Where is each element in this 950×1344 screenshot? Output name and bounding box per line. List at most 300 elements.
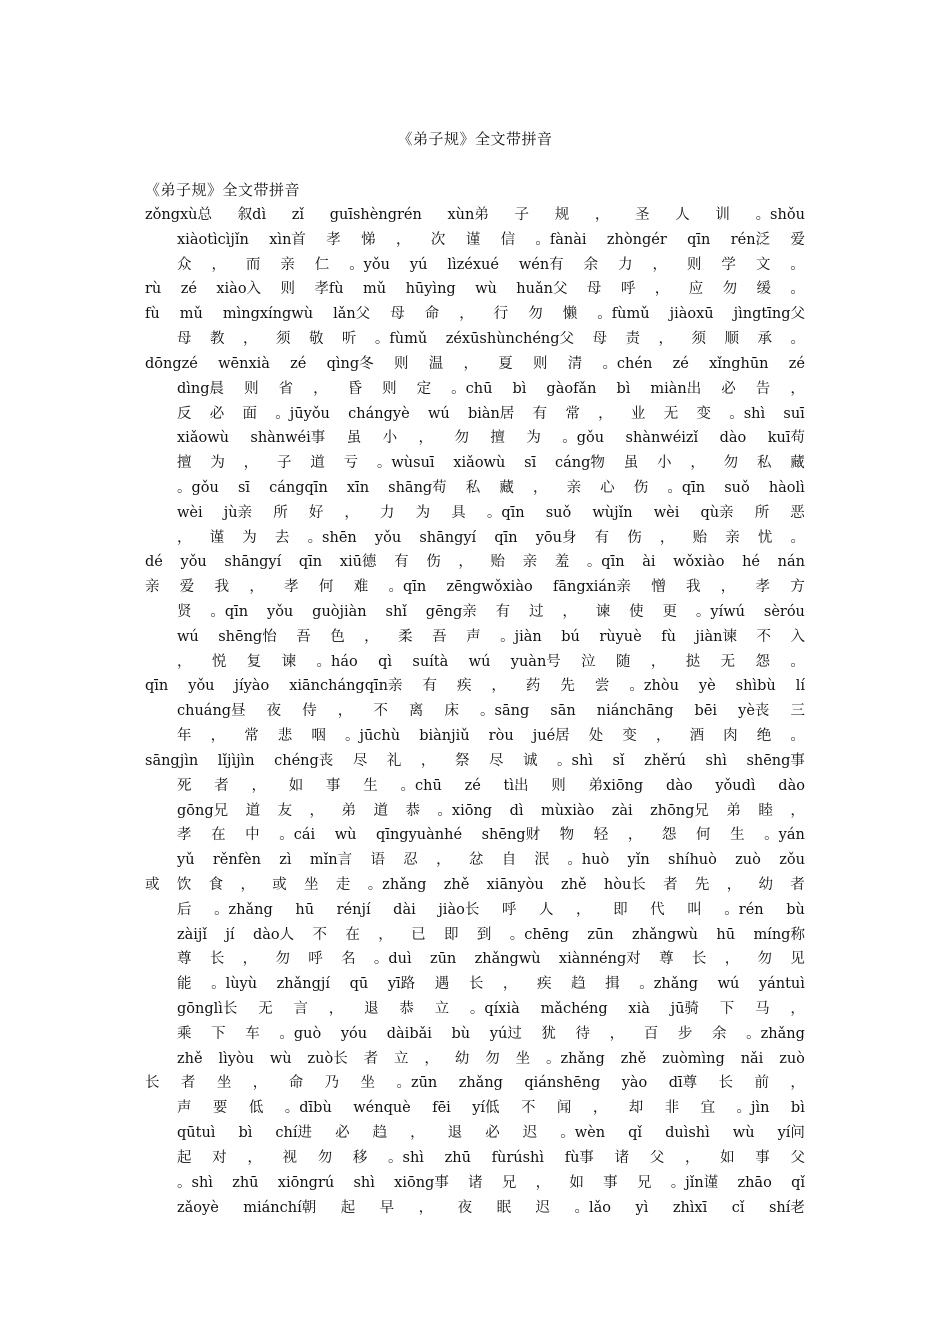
- text-token: 下: [719, 1001, 735, 1017]
- text-token: gàofǎn: [546, 380, 597, 397]
- text-token: 移: [352, 1149, 368, 1166]
- text-token: 爱: [790, 231, 805, 248]
- text-token: xiǎowù: [177, 430, 229, 447]
- text-token: 。zhǎng: [746, 1025, 805, 1042]
- text-token: zéxūshùnchéng父: [445, 331, 575, 348]
- text-token: yǐn: [627, 852, 650, 869]
- text-token: 子: [276, 455, 292, 472]
- text-token: 步: [677, 1025, 693, 1042]
- text-token: zài: [611, 802, 633, 819]
- text-token: ，: [177, 653, 192, 670]
- text-token: qīn: [145, 678, 169, 695]
- text-token: 母: [177, 331, 192, 348]
- text-token: zàijǐ: [177, 926, 208, 943]
- text-token: ，: [211, 256, 226, 273]
- text-token: 子: [514, 207, 530, 223]
- text-token: mǔ: [179, 306, 203, 323]
- text-token: 轻: [593, 827, 609, 844]
- text-token: bù: [786, 901, 805, 918]
- text-token: jiàn谏: [695, 628, 738, 645]
- text-token: 私: [465, 479, 481, 496]
- text-token: ，: [395, 231, 411, 248]
- text-token: 名: [341, 951, 356, 968]
- text-line: [145, 1022, 805, 1047]
- text-token: 反: [177, 405, 192, 422]
- text-token: 须: [691, 331, 706, 348]
- text-token: 呼: [620, 281, 636, 298]
- text-token: rù: [145, 281, 162, 298]
- text-token: 道: [310, 455, 325, 472]
- text-token: 先: [694, 876, 710, 893]
- text-token: 迟: [535, 1199, 551, 1216]
- text-token: 方: [790, 579, 805, 596]
- text-token: ，: [459, 306, 474, 323]
- text-token: 母: [592, 331, 608, 348]
- text-line: [145, 923, 805, 948]
- text-token: 。jǐn谨: [670, 1174, 719, 1191]
- text-token: 。chēng: [509, 926, 569, 943]
- text-token: 听: [341, 331, 357, 348]
- text-token: sān: [550, 703, 576, 720]
- text-token: 友: [277, 802, 293, 819]
- text-token: mìngxíngwù: [222, 306, 314, 323]
- text-token: qū: [349, 976, 369, 993]
- text-token: 。: [790, 256, 805, 273]
- text-token: 立: [434, 1001, 450, 1017]
- text-token: 车: [245, 1025, 260, 1042]
- text-token: shànwéi事: [250, 430, 326, 447]
- text-token: 长: [209, 951, 225, 968]
- text-token: qù亲: [700, 504, 734, 521]
- text-token: 语: [370, 852, 385, 869]
- text-token: 。zhòu: [629, 678, 679, 695]
- text-token: 。: [790, 529, 805, 546]
- text-token: rén泛: [730, 231, 771, 248]
- text-token: 。qīn: [586, 554, 625, 571]
- text-token: 如: [288, 777, 304, 794]
- text-line: [145, 848, 805, 873]
- text-token: wú: [717, 976, 740, 993]
- text-token: tì出: [503, 777, 529, 794]
- text-token: 勿: [485, 1050, 500, 1067]
- text-token: 待: [575, 1025, 591, 1042]
- text-token: 须: [275, 331, 291, 348]
- text-token: 者: [663, 876, 678, 893]
- text-token: 饮: [176, 876, 192, 893]
- text-token: 仁: [314, 256, 330, 273]
- text-token: 勿: [723, 455, 739, 472]
- text-token: 坐: [304, 876, 319, 893]
- text-token: 坐: [360, 1075, 376, 1092]
- text-token: xìn首: [269, 231, 306, 248]
- text-token: dìng晨: [177, 380, 225, 397]
- text-token: 。jūyǒu: [275, 405, 330, 422]
- text-token: 到: [476, 926, 492, 943]
- text-token: yí低: [472, 1100, 500, 1117]
- text-token: lǎn父: [333, 306, 371, 323]
- text-token: bì: [238, 1125, 253, 1142]
- text-token: 。qīn: [210, 604, 249, 620]
- text-token: 藏: [790, 455, 805, 472]
- text-token: xià: [628, 1001, 650, 1017]
- text-token: 。wùsuī: [376, 455, 435, 472]
- text-token: 恭: [399, 1001, 414, 1017]
- text-token: 则: [280, 281, 295, 298]
- text-token: 小: [382, 430, 398, 447]
- text-token: qǐ: [791, 1174, 805, 1191]
- text-token: 事: [326, 777, 341, 794]
- text-token: 必: [485, 1125, 500, 1142]
- text-token: 。qíxià: [469, 1001, 520, 1017]
- text-token: 走: [335, 876, 351, 893]
- text-token: 。shì: [729, 405, 766, 422]
- text-token: wù: [334, 827, 357, 844]
- text-token: yǒu: [267, 604, 294, 620]
- text-token: 勿: [528, 306, 543, 323]
- text-token: ，: [609, 1025, 625, 1042]
- text-token: ，: [177, 529, 192, 546]
- text-token: dào人: [252, 926, 295, 943]
- text-token: suǒ: [724, 479, 750, 496]
- text-token: 者: [790, 876, 805, 893]
- text-token: yǒudì: [715, 777, 756, 794]
- text-token: chí进: [275, 1125, 313, 1142]
- text-token: 更: [662, 604, 678, 620]
- text-token: 道: [373, 802, 388, 819]
- text-token: 伤: [627, 529, 642, 546]
- text-token: míng称: [753, 926, 805, 943]
- text-token: 责: [625, 331, 641, 348]
- text-token: 孝: [177, 827, 192, 844]
- text-token: 众: [177, 256, 192, 273]
- text-token: qì: [378, 653, 393, 670]
- text-token: 藏: [499, 479, 514, 496]
- text-token: 。shì: [177, 1174, 213, 1191]
- text-token: 即: [444, 926, 459, 943]
- text-token: yǒu: [180, 554, 207, 571]
- text-token: 谏: [281, 653, 297, 670]
- text-token: 眠: [496, 1199, 512, 1216]
- text-token: 。qīn: [486, 504, 525, 521]
- text-token: ，: [658, 331, 673, 348]
- text-token: 幼: [758, 876, 774, 893]
- text-token: qǐ: [628, 1125, 643, 1142]
- text-token: 如: [569, 1174, 584, 1191]
- text-token: 信: [500, 231, 516, 248]
- text-token: bì: [616, 380, 631, 397]
- text-token: ，: [790, 1075, 805, 1092]
- text-token: ，: [592, 1100, 608, 1117]
- text-token: kuī苟: [767, 430, 805, 447]
- text-token: dài: [393, 901, 416, 918]
- text-line: [145, 1096, 805, 1121]
- text-token: shēng财: [481, 827, 541, 844]
- text-token: shìbù: [735, 678, 776, 695]
- text-token: 能: [177, 976, 192, 993]
- text-token: 肉: [723, 728, 738, 745]
- text-token: wèi: [653, 504, 680, 521]
- text-token: gōnglì长: [177, 1001, 238, 1017]
- text-token: 父: [649, 1149, 665, 1166]
- text-token: zhǎngwù: [632, 926, 698, 943]
- text-token: 或: [145, 876, 160, 893]
- text-token: 悲: [277, 728, 293, 745]
- text-token: 常: [244, 728, 259, 745]
- text-token: 已: [411, 926, 426, 943]
- text-token: 人: [538, 901, 554, 918]
- text-line: [145, 426, 805, 451]
- text-line: [145, 1171, 805, 1196]
- text-token: 尊: [177, 951, 192, 968]
- text-token: yī路: [387, 976, 416, 993]
- text-token: 绝: [756, 728, 772, 745]
- text-token: ，: [598, 405, 613, 422]
- text-token: 夜: [457, 1199, 473, 1216]
- text-token: ，: [424, 1050, 439, 1067]
- text-token: 事: [603, 1174, 618, 1191]
- text-token: 必: [209, 405, 225, 422]
- text-token: 无: [720, 653, 736, 670]
- text-token: 为: [526, 430, 541, 447]
- text-token: 视: [282, 1149, 298, 1166]
- text-token: 懒: [562, 306, 578, 323]
- text-token: 昏: [347, 380, 363, 397]
- text-token: wù: [475, 281, 497, 298]
- text-token: qīn: [298, 554, 323, 571]
- text-token: mùxiào: [540, 802, 595, 819]
- text-token: bì: [512, 380, 527, 397]
- text-token: 物: [559, 827, 575, 844]
- text-token: 兄: [636, 1174, 652, 1191]
- text-token: nǎi: [740, 1050, 764, 1067]
- text-token: lìzéxué: [447, 256, 499, 273]
- text-token: 生: [363, 777, 378, 794]
- text-token: 具: [451, 504, 466, 521]
- text-token: 者: [214, 777, 229, 794]
- text-token: 弟xiōng: [588, 777, 644, 794]
- text-token: 亲: [725, 529, 740, 546]
- text-token: 人: [675, 207, 690, 223]
- text-token: yántuì: [758, 976, 805, 993]
- text-token: zuò长: [307, 1050, 348, 1067]
- text-token: 清: [567, 355, 583, 372]
- text-token: zuò: [735, 852, 761, 869]
- text-token: shì: [705, 752, 727, 769]
- text-token: 母: [586, 281, 602, 298]
- text-token: 憎: [651, 579, 666, 596]
- text-token: gēng亲: [425, 604, 477, 620]
- text-token: 为: [415, 504, 431, 521]
- text-token: 对: [212, 1149, 227, 1166]
- text-token: 命: [288, 1075, 304, 1092]
- text-token: 宜: [700, 1100, 716, 1117]
- text-token: 亲: [522, 554, 538, 571]
- text-token: hū: [295, 901, 315, 918]
- text-token: yí问: [777, 1125, 805, 1142]
- text-token: jué居: [532, 728, 570, 745]
- text-token: yǒu: [188, 678, 215, 695]
- text-token: 疾: [456, 678, 472, 695]
- text-token: 教: [209, 331, 225, 348]
- text-token: 则: [244, 380, 259, 397]
- text-token: yú过: [489, 1025, 522, 1042]
- text-token: 。chū: [451, 380, 493, 397]
- text-token: duìshì: [665, 1125, 710, 1142]
- text-token: 。: [790, 728, 805, 745]
- text-token: 。chén: [602, 355, 653, 372]
- text-token: jí: [225, 926, 235, 943]
- text-token: 贻: [692, 529, 708, 546]
- text-token: 缓: [756, 281, 771, 298]
- text-token: 者: [180, 1075, 196, 1092]
- text-token: yōu身: [535, 529, 577, 546]
- text-token: 不: [520, 1100, 536, 1117]
- text-token: wén有: [518, 256, 564, 273]
- text-token: 呼: [308, 951, 323, 968]
- text-token: 夏: [498, 355, 513, 372]
- text-token: 勿: [722, 281, 738, 298]
- text-token: 爱: [179, 579, 195, 596]
- text-token: 挞: [685, 653, 701, 670]
- text-token: zhìxī: [672, 1199, 708, 1216]
- text-token: hūyìng: [405, 281, 456, 298]
- text-token: 勿: [757, 951, 772, 968]
- text-token: 疾: [537, 976, 552, 993]
- text-token: 孝fù: [314, 281, 344, 298]
- pinyin-text-body: [145, 203, 805, 1220]
- text-token: qīn: [494, 529, 518, 546]
- text-token: 亲: [145, 579, 160, 596]
- text-token: 弟: [726, 802, 741, 819]
- text-token: ，: [535, 1174, 551, 1191]
- text-token: sǐ: [612, 752, 625, 769]
- text-token: xīn: [346, 479, 370, 496]
- text-token: 代: [650, 901, 665, 918]
- text-token: rénjí: [336, 901, 371, 918]
- text-token: 羞: [554, 554, 570, 571]
- text-token: 泯: [534, 852, 549, 869]
- text-token: shíhuò: [668, 852, 717, 869]
- text-token: zé: [672, 355, 689, 372]
- text-token: 。: [790, 331, 805, 348]
- text-token: 私: [756, 455, 772, 472]
- text-token: bú: [561, 628, 580, 645]
- text-token: xiōng事: [394, 1174, 449, 1191]
- text-token: 孝: [755, 579, 771, 596]
- text-line: [145, 699, 805, 724]
- text-line: [145, 724, 805, 749]
- text-token: 尽: [352, 752, 368, 769]
- text-token: 父: [790, 1149, 805, 1166]
- text-token: 命: [424, 306, 440, 323]
- text-token: 。fùmǔ: [374, 331, 428, 348]
- text-token: ，: [562, 604, 577, 620]
- text-token: cáng物: [555, 455, 605, 472]
- text-token: yào: [621, 1075, 648, 1092]
- text-token: 。lùyù: [211, 976, 258, 993]
- text-token: 弟: [341, 802, 357, 819]
- text-token: sāngjìn: [145, 752, 199, 769]
- text-token: ，: [210, 728, 226, 745]
- text-token: 省: [278, 380, 294, 397]
- text-token: 趋: [571, 976, 586, 993]
- text-token: 低: [248, 1100, 264, 1117]
- text-token: 为: [242, 529, 257, 546]
- text-token: 生: [730, 827, 745, 844]
- text-token: 行: [493, 306, 509, 323]
- text-token: mǔ: [363, 281, 387, 298]
- text-token: 告: [755, 380, 771, 397]
- text-token: 。jūchù: [344, 728, 401, 745]
- text-token: 祭: [454, 752, 470, 769]
- text-line: [145, 327, 805, 352]
- text-token: wēnxià: [218, 355, 270, 372]
- text-token: qīn: [687, 231, 711, 248]
- text-token: 忧: [757, 529, 773, 546]
- text-token: shāngyí: [224, 554, 282, 571]
- text-token: 勿: [275, 951, 290, 968]
- text-token: 犹: [541, 1025, 556, 1042]
- text-token: jíyào: [234, 678, 270, 695]
- text-token: ，: [436, 852, 451, 869]
- text-token: 业: [630, 405, 646, 422]
- text-line: [145, 575, 805, 600]
- text-token: shēng怡: [218, 628, 277, 645]
- text-token: xiū德: [339, 554, 377, 571]
- text-token: xiānchángqīn亲: [289, 678, 403, 695]
- text-token: 则: [382, 380, 397, 397]
- text-token: yì: [635, 1199, 649, 1216]
- text-line: [145, 1196, 805, 1221]
- text-token: zhū: [444, 1149, 471, 1166]
- text-token: ，: [364, 628, 379, 645]
- text-line: [145, 997, 805, 1022]
- text-token: 余: [712, 1025, 727, 1042]
- text-token: 有: [532, 405, 548, 422]
- text-line: [145, 873, 805, 898]
- text-token: 面: [242, 405, 258, 422]
- text-token: ，: [532, 479, 548, 496]
- text-token: 无: [663, 405, 679, 422]
- text-line: [145, 203, 805, 228]
- text-token: 则: [686, 256, 702, 273]
- text-token: ，: [458, 554, 473, 571]
- text-token: zhǎngwù: [474, 951, 541, 968]
- text-token: fù: [145, 306, 160, 323]
- text-token: 温: [428, 355, 444, 372]
- text-token: 坐: [515, 1050, 531, 1067]
- text-token: ，: [576, 901, 591, 918]
- text-token: 不: [756, 628, 772, 645]
- text-token: 小: [657, 455, 672, 472]
- text-token: 承: [757, 331, 772, 348]
- text-token: 不: [373, 703, 388, 720]
- text-token: 贻: [490, 554, 505, 571]
- text-token: dào: [778, 777, 805, 794]
- text-token: 恭: [405, 802, 420, 819]
- text-token: 后: [177, 901, 192, 918]
- text-token: 者: [363, 1050, 379, 1067]
- text-token: ，: [344, 504, 359, 521]
- text-token: 虽: [346, 430, 362, 447]
- text-token: 礼: [386, 752, 402, 769]
- text-token: huǎn父: [516, 281, 568, 298]
- text-token: 即: [613, 901, 628, 918]
- text-token: ，: [242, 331, 258, 348]
- text-token: wú: [468, 653, 491, 670]
- text-token: 为: [210, 455, 225, 472]
- text-token: wú: [427, 405, 450, 422]
